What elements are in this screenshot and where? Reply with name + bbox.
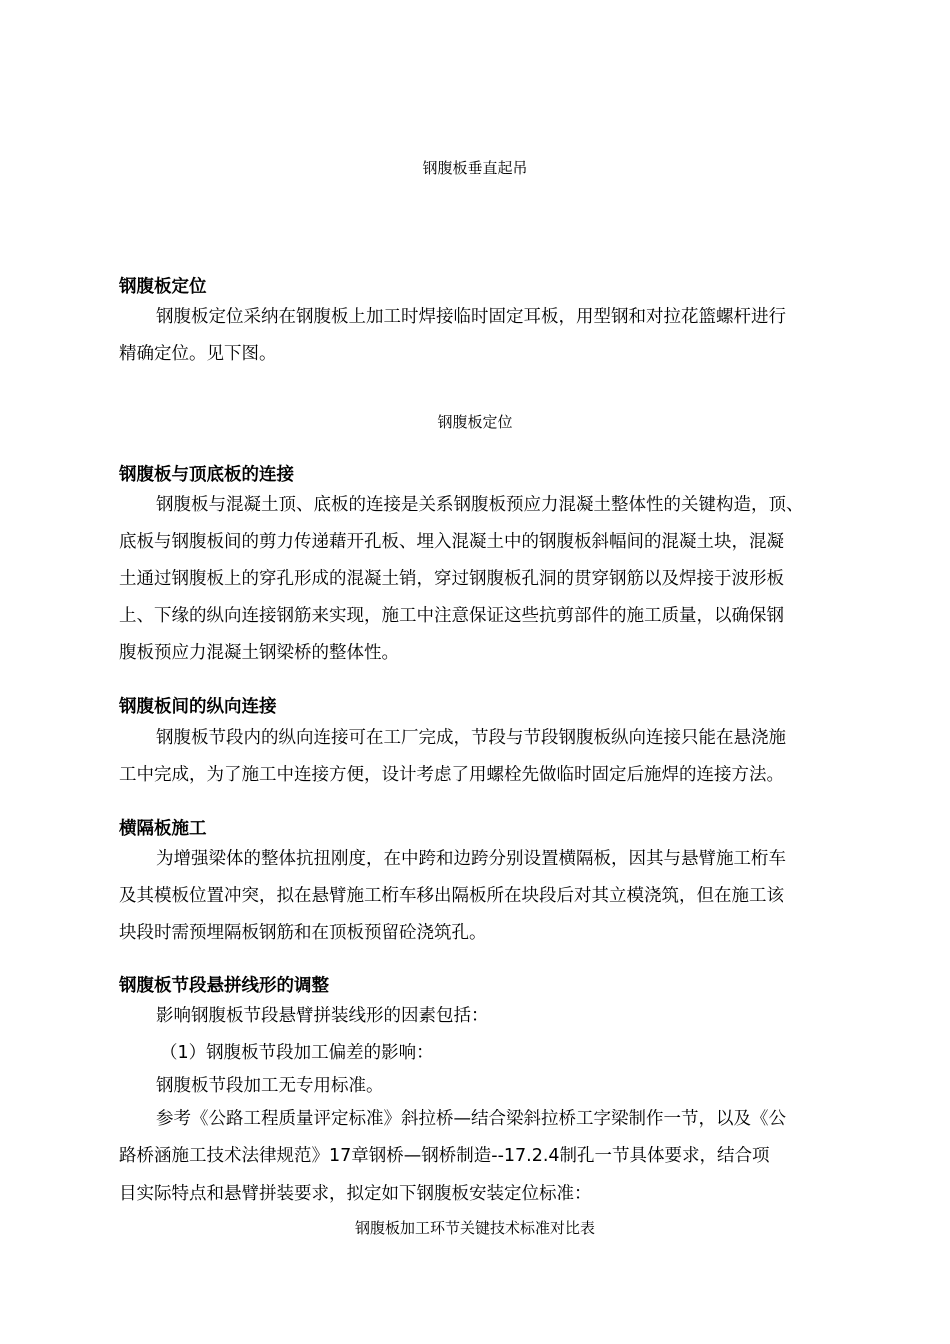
figure-caption-positioning: 钢腹板定位 [437,413,513,431]
paragraph-line: 影响钢腹板节段悬臂拼装线形的因素包括： [156,1006,489,1026]
paragraph-line: 及其模板位置冲突，拟在悬臂施工桁车移出隔板所在块段后对其立模浇筑，但在施工该 [119,886,784,906]
section-heading-slab-connection: 钢腹板与顶底板的连接 [119,465,294,485]
paragraph-line: 腹板预应力混凝土钢梁桥的整体性。 [119,643,399,663]
paragraph-line: 钢腹板节段内的纵向连接可在工厂完成，节段与节段钢腹板纵向连接只能在悬浇施 [156,728,786,748]
paragraph-line: 工中完成，为了施工中连接方便，设计考虑了用螺栓先做临时固定后施焊的连接方法。 [119,765,784,785]
paragraph-line: 上、下缘的纵向连接钢筋来实现，施工中注意保证这些抗剪部件的施工质量，以确保钢 [119,606,784,626]
paragraph-line: 底板与钢腹板间的剪力传递藉开孔板、埋入混凝土中的钢腹板斜幅间的混凝土块，混凝 [119,532,784,552]
section-heading-alignment-adjustment: 钢腹板节段悬拼线形的调整 [119,976,329,996]
table-caption-comparison: 钢腹板加工环节关键技术标准对比表 [354,1219,595,1237]
section-heading-longitudinal-connection: 钢腹板间的纵向连接 [119,697,277,717]
paragraph-line: 参考《公路工程质量评定标准》斜拉桥—结合梁斜拉桥工字梁制作一节，以及《公 [156,1109,786,1129]
paragraph-line: 为增强梁体的整体抗扭刚度，在中跨和边跨分别设置横隔板，因其与悬臂施工桁车 [156,849,786,869]
paragraph-line: 钢腹板节段加工无专用标准。 [156,1076,384,1096]
paragraph-line: 土通过钢腹板上的穿孔形成的混凝土销，穿过钢腹板孔洞的贯穿钢筋以及焊接于波形板 [119,569,784,589]
paragraph-line: 目实际特点和悬臂拼装要求，拟定如下钢腹板安装定位标准： [119,1184,592,1204]
paragraph-line: （1）钢腹板节段加工偏差的影响： [160,1043,434,1063]
paragraph-line: 块段时需预埋隔板钢筋和在顶板预留砼浇筑孔。 [119,923,487,943]
section-heading-diaphragm: 横隔板施工 [119,819,207,839]
section-heading-positioning: 钢腹板定位 [119,277,207,297]
paragraph-line: 钢腹板定位采纳在钢腹板上加工时焊接临时固定耳板，用型钢和对拉花篮螺杆进行 [156,307,786,327]
paragraph-line: 路桥涵施工技术法律规范》17章钢桥—钢桥制造--17.2.4制孔一节具体要求，结合项 [119,1146,770,1166]
paragraph-line: 钢腹板与混凝土顶、底板的连接是关系钢腹板预应力混凝土整体性的关键构造，顶、 [156,495,804,515]
figure-caption-vertical-lifting: 钢腹板垂直起吊 [422,159,528,177]
paragraph-line: 精确定位。见下图。 [119,344,277,364]
